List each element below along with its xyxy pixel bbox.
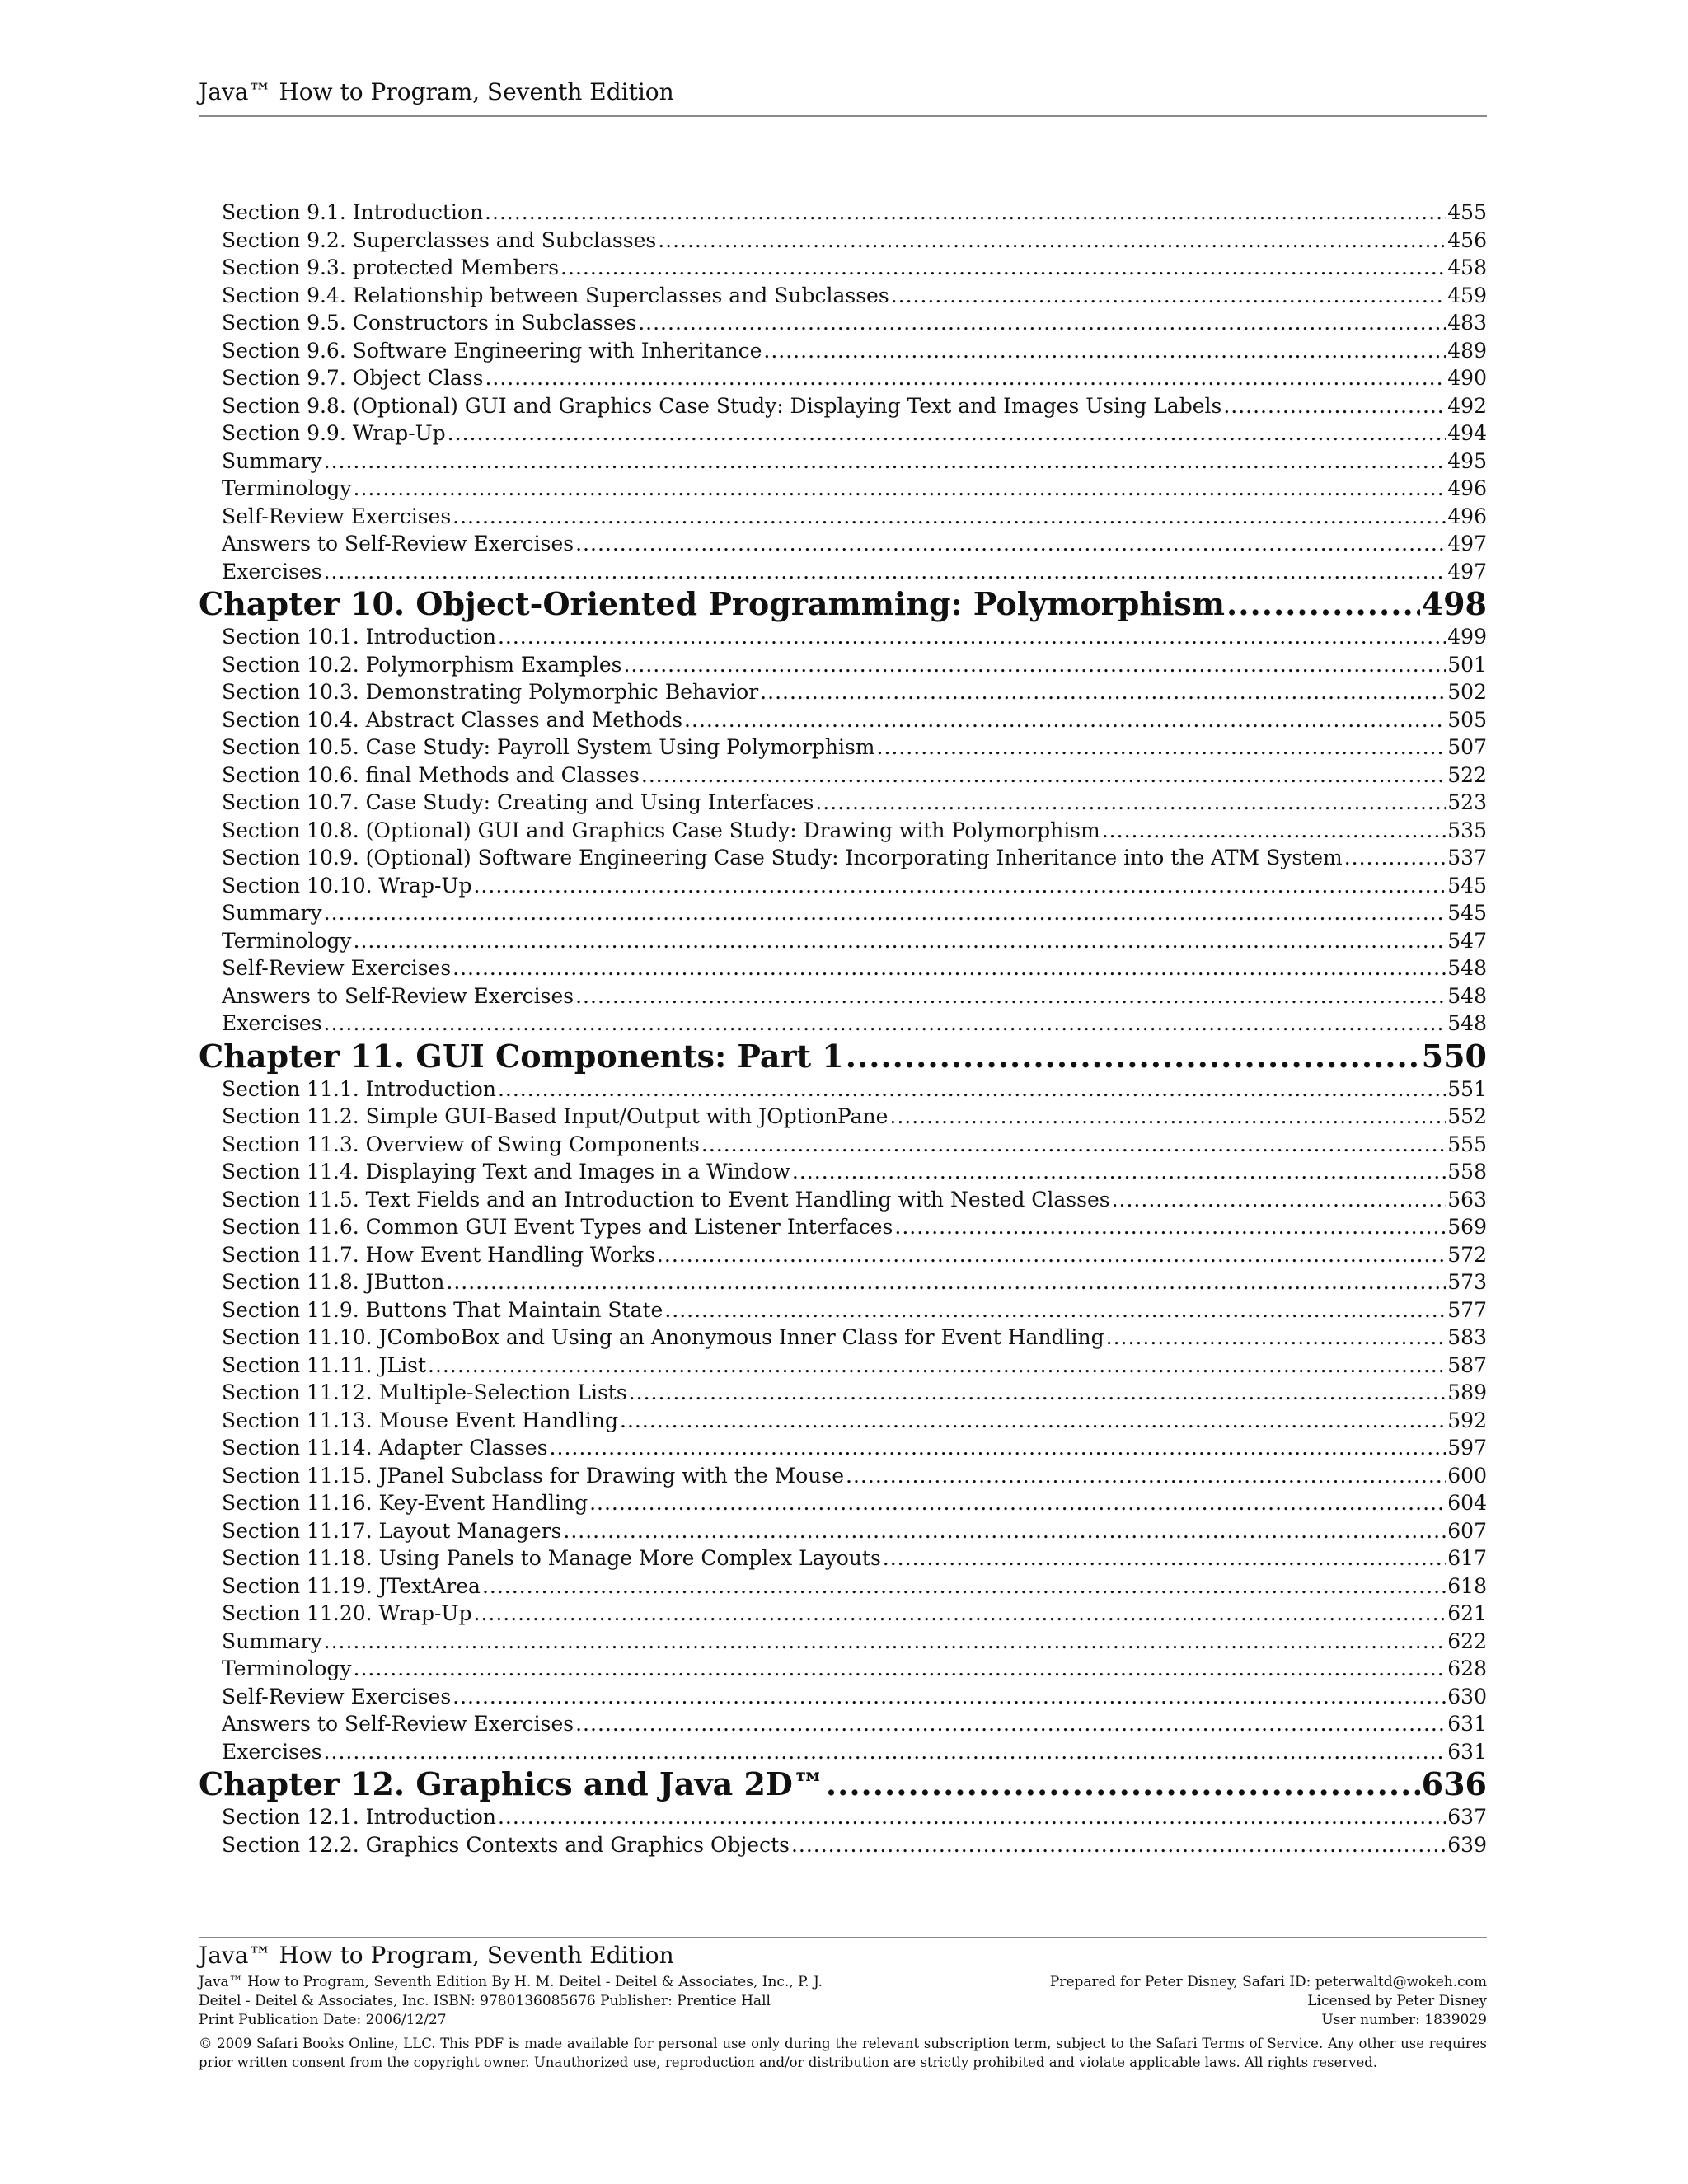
- toc-entry-page-number: 558: [1447, 1160, 1487, 1183]
- toc-entry-page-number: 550: [1421, 1037, 1487, 1075]
- toc-entry-label: Section 12.2. Graphics Contexts and Graphics Objects: [222, 1832, 790, 1857]
- toc-entry-page-number: 456: [1447, 227, 1487, 252]
- toc-dot-leader: [846, 1462, 1446, 1490]
- toc-dot-leader: [891, 282, 1447, 310]
- toc-entry-label: Section 10.6. final Methods and Classes: [222, 762, 640, 787]
- toc-entry-page-number: 637: [1447, 1805, 1487, 1829]
- toc-dot-leader: [452, 503, 1446, 531]
- toc-dot-leader: [452, 1683, 1446, 1711]
- toc-entry-page-number: 537: [1447, 846, 1487, 869]
- toc-entry-label: Section 10.1. Introduction: [222, 625, 496, 649]
- toc-entry-label: Section 9.9. Wrap-Up: [222, 421, 446, 445]
- toc-entry-page-number: 545: [1447, 873, 1487, 898]
- toc-entry-page-number: 489: [1447, 338, 1487, 363]
- toc-section-entry[interactable]: [199, 1379, 1487, 1407]
- toc-dot-leader: [1226, 585, 1420, 623]
- toc-entry-page-number: 548: [1447, 956, 1487, 980]
- toc-entry-page-number: 501: [1447, 652, 1487, 677]
- footer-publication-line: Java™ How to Program, Seventh Edition By H. M. Deitel - Deitel & Associates, Inc., P. J.: [199, 1974, 823, 1990]
- toc-dot-leader: [324, 448, 1447, 476]
- toc-entry-page-number: 604: [1447, 1491, 1487, 1515]
- toc-entry-label: Section 9.8. (Optional) GUI and Graphics Case Study: Displaying Text and Images Using Labels: [222, 393, 1222, 418]
- toc-section-entry[interactable]: [199, 1434, 1487, 1462]
- toc-section-entry[interactable]: [199, 1324, 1487, 1352]
- toc-entry-page-number: 621: [1447, 1601, 1487, 1625]
- toc-section-entry[interactable]: [199, 419, 1487, 448]
- toc-section-entry[interactable]: [199, 1517, 1487, 1545]
- toc-chapter-entry[interactable]: [199, 585, 1487, 623]
- toc-dot-leader: [485, 364, 1446, 392]
- toc-entry-page-number: 458: [1447, 255, 1487, 279]
- toc-section-entry[interactable]: [199, 817, 1487, 845]
- toc-entry-label: Self-Review Exercises: [222, 956, 452, 980]
- toc-entry-page-number: 607: [1447, 1518, 1487, 1543]
- toc-section-entry[interactable]: [199, 872, 1487, 900]
- toc-entry-label: Chapter 10. Object-Oriented Programming: Polymorphism: [199, 585, 1226, 622]
- toc-section-entry[interactable]: [199, 1352, 1487, 1380]
- toc-section-entry[interactable]: [199, 199, 1487, 227]
- toc-entry-label: Section 11.7. How Event Handling Works: [222, 1242, 655, 1267]
- toc-entry-page-number: 497: [1447, 532, 1487, 555]
- toc-dot-leader: [791, 1831, 1446, 1859]
- toc-entry-label: Summary: [222, 1629, 322, 1653]
- toc-dot-leader: [623, 651, 1446, 679]
- toc-entry-label: Section 11.6. Common GUI Event Types and Listener Interfaces: [222, 1215, 893, 1239]
- toc-section-entry[interactable]: [199, 1241, 1487, 1269]
- toc-entry-label: Section 11.9. Buttons That Maintain State: [222, 1297, 663, 1322]
- toc-entry-page-number: 631: [1447, 1712, 1487, 1736]
- footer-license-line: User number: 1839029: [1321, 2012, 1487, 2028]
- toc-entry-label: Exercises: [222, 559, 322, 583]
- toc-entry-page-number: 600: [1447, 1463, 1487, 1488]
- toc-entry-label: Answers to Self-Review Exercises: [222, 983, 574, 1008]
- toc-entry-label: Chapter 12. Graphics and Java 2D™: [199, 1765, 824, 1802]
- footer-book-title: Java™ How to Program, Seventh Edition: [199, 1942, 674, 1969]
- toc-dot-leader: [815, 789, 1446, 817]
- toc-section-entry[interactable]: [199, 448, 1487, 476]
- toc-section-entry[interactable]: [199, 1010, 1487, 1038]
- toc-entry-page-number: 523: [1447, 790, 1487, 814]
- toc-entry-label: Section 9.5. Constructors in Subclasses: [222, 311, 637, 335]
- toc-entry-label: Section 11.18. Using Panels to Manage More Complex Layouts: [222, 1546, 881, 1570]
- toc-section-entry[interactable]: [199, 623, 1487, 651]
- toc-dot-leader: [641, 762, 1446, 790]
- toc-section-entry[interactable]: [199, 558, 1487, 586]
- toc-entry-page-number: 507: [1447, 735, 1487, 759]
- toc-entry-page-number: 630: [1447, 1684, 1487, 1708]
- toc-dot-leader: [498, 1803, 1446, 1831]
- toc-entry-page-number: 547: [1447, 928, 1487, 953]
- toc-entry-label: Section 10.7. Case Study: Creating and Using Interfaces: [222, 790, 814, 814]
- toc-entry-label: Section 11.1. Introduction: [222, 1076, 496, 1101]
- toc-entry-page-number: 631: [1447, 1739, 1487, 1764]
- toc-entry-label: Section 11.8. JButton: [222, 1270, 445, 1294]
- toc-dot-leader: [760, 678, 1446, 706]
- toc-entry-label: Answers to Self-Review Exercises: [222, 1712, 574, 1736]
- toc-section-entry[interactable]: [199, 1572, 1487, 1601]
- toc-entry-page-number: 587: [1447, 1352, 1487, 1377]
- footer-license-info: [910, 1973, 1487, 2030]
- toc-section-entry[interactable]: [199, 954, 1487, 982]
- toc-entry-label: Section 10.2. Polymorphism Examples: [222, 652, 622, 677]
- footer-license-line: Licensed by Peter Disney: [1307, 1993, 1487, 2009]
- toc-section-entry[interactable]: [199, 1296, 1487, 1324]
- toc-dot-leader: [324, 558, 1447, 586]
- toc-entry-page-number: 639: [1447, 1832, 1487, 1857]
- toc-section-entry[interactable]: [199, 1462, 1487, 1490]
- toc-entry-label: Section 11.3. Overview of Swing Components: [222, 1132, 700, 1156]
- toc-dot-leader: [1223, 392, 1446, 420]
- toc-entry-page-number: 522: [1447, 762, 1487, 787]
- toc-entry-page-number: 490: [1447, 366, 1487, 390]
- toc-dot-leader: [498, 623, 1446, 651]
- toc-section-entry[interactable]: [199, 227, 1487, 255]
- toc-entry-label: Section 9.6. Software Engineering with Inheritance: [222, 338, 762, 363]
- toc-entry-page-number: 589: [1447, 1380, 1487, 1404]
- toc-section-entry[interactable]: [199, 309, 1487, 337]
- toc-dot-leader: [629, 1379, 1447, 1407]
- toc-entry-label: Section 11.10. JComboBox and Using an Anonymous Inner Class for Event Handling: [222, 1325, 1104, 1349]
- toc-dot-leader: [826, 1765, 1420, 1803]
- toc-entry-label: Section 9.3. protected Members: [222, 255, 560, 279]
- toc-entry-label: Section 11.13. Mouse Event Handling: [222, 1408, 619, 1432]
- toc-section-entry[interactable]: [199, 1158, 1487, 1186]
- toc-section-entry[interactable]: [199, 530, 1487, 558]
- toc-dot-leader: [657, 1241, 1446, 1269]
- toc-section-entry[interactable]: [199, 1683, 1487, 1711]
- toc-dot-leader: [482, 1572, 1446, 1601]
- toc-entry-page-number: 577: [1447, 1297, 1487, 1322]
- toc-entry-label: Self-Review Exercises: [222, 1684, 452, 1708]
- toc-section-entry[interactable]: [199, 1738, 1487, 1766]
- toc-entry-page-number: 496: [1447, 476, 1487, 500]
- toc-entry-label: Exercises: [222, 1011, 322, 1035]
- toc-dot-leader: [446, 1268, 1446, 1296]
- toc-section-entry[interactable]: [199, 1268, 1487, 1296]
- toc-entry-label: Section 10.9. (Optional) Software Engineering Case Study: Incorporating Inheritance into the ATM System: [222, 846, 1343, 869]
- footer-license-line: Prepared for Peter Disney, Safari ID: peterwaltd@wokeh.com: [1049, 1974, 1487, 1990]
- toc-entry-page-number: 505: [1447, 707, 1487, 732]
- toc-dot-leader: [846, 1038, 1420, 1076]
- toc-entry-page-number: 551: [1447, 1076, 1487, 1101]
- toc-entry-label: Section 9.1. Introduction: [222, 200, 484, 224]
- toc-entry-page-number: 628: [1447, 1657, 1487, 1680]
- toc-entry-label: Section 11.11. JList: [222, 1352, 427, 1377]
- toc-entry-page-number: 569: [1447, 1215, 1487, 1239]
- toc-entry-label: Section 12.1. Introduction: [222, 1805, 496, 1829]
- toc-dot-leader: [575, 1710, 1446, 1738]
- toc-section-entry[interactable]: [199, 1489, 1487, 1517]
- toc-dot-leader: [354, 927, 1447, 955]
- toc-section-entry[interactable]: [199, 1407, 1487, 1435]
- toc-dot-leader: [1344, 844, 1447, 872]
- toc-dot-leader: [428, 1352, 1446, 1380]
- toc-section-entry[interactable]: [199, 927, 1487, 955]
- toc-dot-leader: [1112, 1186, 1447, 1214]
- toc-entry-label: Section 11.17. Layout Managers: [222, 1518, 562, 1543]
- page-header-title: Java™ How to Program, Seventh Edition: [199, 78, 674, 105]
- toc-dot-leader: [324, 1010, 1447, 1038]
- toc-section-entry[interactable]: [199, 475, 1487, 503]
- toc-chapter-entry[interactable]: [199, 1765, 1487, 1803]
- toc-entry-page-number: 617: [1447, 1546, 1487, 1570]
- toc-entry-label: Answers to Self-Review Exercises: [222, 532, 574, 555]
- toc-dot-leader: [575, 530, 1446, 558]
- toc-entry-label: Section 10.10. Wrap-Up: [222, 873, 472, 898]
- toc-section-entry[interactable]: [199, 706, 1487, 734]
- toc-dot-leader: [354, 1655, 1447, 1683]
- toc-entry-label: Section 11.19. JTextArea: [222, 1573, 481, 1598]
- toc-entry-page-number: 555: [1447, 1132, 1487, 1156]
- toc-section-entry[interactable]: [199, 678, 1487, 706]
- toc-section-entry[interactable]: [199, 982, 1487, 1010]
- toc-entry-page-number: 583: [1447, 1325, 1487, 1349]
- toc-dot-leader: [620, 1407, 1446, 1435]
- toc-dot-leader: [658, 227, 1446, 255]
- toc-section-entry[interactable]: [199, 733, 1487, 762]
- toc-dot-leader: [589, 1489, 1446, 1517]
- toc-entry-page-number: 552: [1447, 1104, 1487, 1128]
- footer-publication-line: Print Publication Date: 2006/12/27: [199, 2012, 447, 2028]
- toc-section-entry[interactable]: [199, 1076, 1487, 1104]
- toc-section-entry[interactable]: [199, 899, 1487, 927]
- footer-divider-top: [199, 1937, 1487, 1938]
- toc-dot-leader: [883, 1544, 1447, 1572]
- toc-dot-leader: [473, 1600, 1446, 1628]
- toc-dot-leader: [638, 309, 1446, 337]
- toc-section-entry[interactable]: [199, 254, 1487, 282]
- toc-entry-page-number: 455: [1447, 200, 1487, 224]
- toc-section-entry[interactable]: [199, 651, 1487, 679]
- toc-section-entry[interactable]: [199, 503, 1487, 531]
- toc-entry-label: Section 9.4. Relationship between Superclasses and Subclasses: [222, 283, 889, 307]
- toc-entry-label: Self-Review Exercises: [222, 504, 452, 528]
- toc-entry-page-number: 502: [1447, 680, 1487, 704]
- toc-dot-leader: [354, 475, 1447, 503]
- toc-entry-label: Section 10.5. Case Study: Payroll System Using Polymorphism: [222, 735, 875, 759]
- toc-section-entry[interactable]: [199, 282, 1487, 310]
- toc-dot-leader: [701, 1131, 1446, 1159]
- footer-publication-info: [199, 1973, 907, 2030]
- toc-section-entry[interactable]: [199, 392, 1487, 420]
- toc-entry-page-number: 548: [1447, 983, 1487, 1008]
- toc-section-entry[interactable]: [199, 1803, 1487, 1831]
- toc-entry-page-number: 572: [1447, 1242, 1487, 1267]
- toc-entry-label: Terminology: [222, 928, 352, 953]
- toc-entry-page-number: 592: [1447, 1408, 1487, 1432]
- toc-dot-leader: [894, 1213, 1446, 1241]
- toc-entry-page-number: 622: [1447, 1629, 1487, 1653]
- toc-dot-leader: [452, 954, 1446, 982]
- toc-entry-label: Chapter 11. GUI Components: Part 1: [199, 1037, 844, 1075]
- toc-entry-label: Section 11.4. Displaying Text and Images in a Window: [222, 1160, 790, 1183]
- toc-section-entry[interactable]: [199, 1831, 1487, 1859]
- toc-entry-page-number: 535: [1447, 818, 1487, 842]
- toc-entry-label: Summary: [222, 448, 322, 473]
- toc-dot-leader: [550, 1434, 1447, 1462]
- toc-entry-label: Summary: [222, 901, 322, 925]
- toc-entry-label: Section 9.7. Object Class: [222, 366, 484, 390]
- toc-chapter-entry[interactable]: [199, 1038, 1487, 1076]
- footer-copyright-notice: © 2009 Safari Books Online, LLC. This PDF is made available for personal use only during the relevant subscription term, subject to the Safari Terms of Service. Any other use requires prior written consent from the copyright owner. Unauthorized use, reproduction and/or distribution are strictly prohibited and violate applicable laws. All rights reserved.: [199, 2036, 1487, 2070]
- toc-entry-label: Terminology: [222, 1657, 352, 1680]
- toc-dot-leader: [763, 337, 1446, 365]
- toc-entry-page-number: 492: [1447, 393, 1487, 418]
- toc-entry-label: Section 11.20. Wrap-Up: [222, 1601, 472, 1625]
- header-divider: [199, 115, 1487, 117]
- toc-entry-label: Section 11.12. Multiple-Selection Lists: [222, 1380, 627, 1404]
- toc-section-entry[interactable]: [199, 1131, 1487, 1159]
- toc-dot-leader: [473, 872, 1446, 900]
- toc-dot-leader: [560, 254, 1446, 282]
- toc-entry-page-number: 618: [1447, 1573, 1487, 1598]
- toc-entry-page-number: 494: [1447, 421, 1487, 445]
- toc-section-entry[interactable]: [199, 337, 1487, 365]
- toc-dot-leader: [889, 1103, 1446, 1131]
- toc-section-entry[interactable]: [199, 1628, 1487, 1656]
- toc-dot-leader: [684, 706, 1446, 734]
- toc-entry-label: Section 10.4. Abstract Classes and Methods: [222, 707, 683, 732]
- toc-entry-page-number: 497: [1447, 559, 1487, 583]
- toc-entry-page-number: 499: [1447, 625, 1487, 649]
- toc-dot-leader: [792, 1158, 1446, 1186]
- toc-dot-leader: [877, 733, 1447, 762]
- toc-section-entry[interactable]: [199, 789, 1487, 817]
- toc-dot-leader: [324, 1738, 1447, 1766]
- toc-entry-page-number: 545: [1447, 901, 1487, 925]
- toc-dot-leader: [1102, 817, 1447, 845]
- toc-entry-label: Exercises: [222, 1739, 322, 1764]
- toc-entry-label: Section 11.2. Simple GUI-Based Input/Output with JOptionPane: [222, 1104, 889, 1128]
- toc-section-entry[interactable]: [199, 1186, 1487, 1214]
- toc-entry-page-number: 597: [1447, 1436, 1487, 1460]
- toc-section-entry[interactable]: [199, 1544, 1487, 1572]
- toc-entry-label: Section 11.15. JPanel Subclass for Drawing with the Mouse: [222, 1463, 845, 1488]
- toc-entry-page-number: 563: [1447, 1187, 1487, 1212]
- toc-dot-leader: [324, 1628, 1447, 1656]
- toc-entry-page-number: 483: [1447, 311, 1487, 335]
- table-of-contents: [199, 199, 1487, 1858]
- toc-entry-page-number: 548: [1447, 1011, 1487, 1035]
- toc-section-entry[interactable]: [199, 844, 1487, 872]
- toc-entry-label: Section 10.8. (Optional) GUI and Graphics Case Study: Drawing with Polymorphism: [222, 818, 1100, 842]
- toc-section-entry[interactable]: [199, 762, 1487, 790]
- toc-section-entry[interactable]: [199, 1710, 1487, 1738]
- toc-section-entry[interactable]: [199, 1600, 1487, 1628]
- toc-section-entry[interactable]: [199, 1213, 1487, 1241]
- toc-entry-page-number: 573: [1447, 1270, 1487, 1294]
- toc-dot-leader: [664, 1296, 1446, 1324]
- toc-entry-label: Section 11.5. Text Fields and an Introduction to Event Handling with Nested Classes: [222, 1187, 1110, 1212]
- footer-publication-line: Deitel - Deitel & Associates, Inc. ISBN: 9780136085676 Publisher: Prentice Hall: [199, 1993, 771, 2009]
- toc-dot-leader: [563, 1517, 1446, 1545]
- toc-dot-leader: [1106, 1324, 1447, 1352]
- toc-entry-label: Terminology: [222, 476, 352, 500]
- toc-dot-leader: [324, 899, 1447, 927]
- toc-entry-page-number: 496: [1447, 504, 1487, 528]
- toc-dot-leader: [485, 199, 1446, 227]
- toc-entry-label: Section 10.3. Demonstrating Polymorphic Behavior: [222, 680, 759, 704]
- toc-section-entry[interactable]: [199, 364, 1487, 392]
- toc-entry-label: Section 11.14. Adapter Classes: [222, 1436, 548, 1460]
- toc-entry-page-number: 636: [1421, 1765, 1487, 1802]
- toc-entry-label: Section 11.16. Key-Event Handling: [222, 1491, 588, 1515]
- toc-entry-page-number: 459: [1447, 283, 1487, 307]
- toc-entry-page-number: 498: [1421, 585, 1487, 622]
- toc-entry-page-number: 495: [1447, 448, 1487, 473]
- toc-dot-leader: [575, 982, 1446, 1010]
- toc-section-entry[interactable]: [199, 1655, 1487, 1683]
- toc-section-entry[interactable]: [199, 1103, 1487, 1131]
- toc-dot-leader: [448, 419, 1447, 448]
- toc-dot-leader: [498, 1076, 1446, 1104]
- toc-entry-label: Section 9.2. Superclasses and Subclasses: [222, 227, 657, 252]
